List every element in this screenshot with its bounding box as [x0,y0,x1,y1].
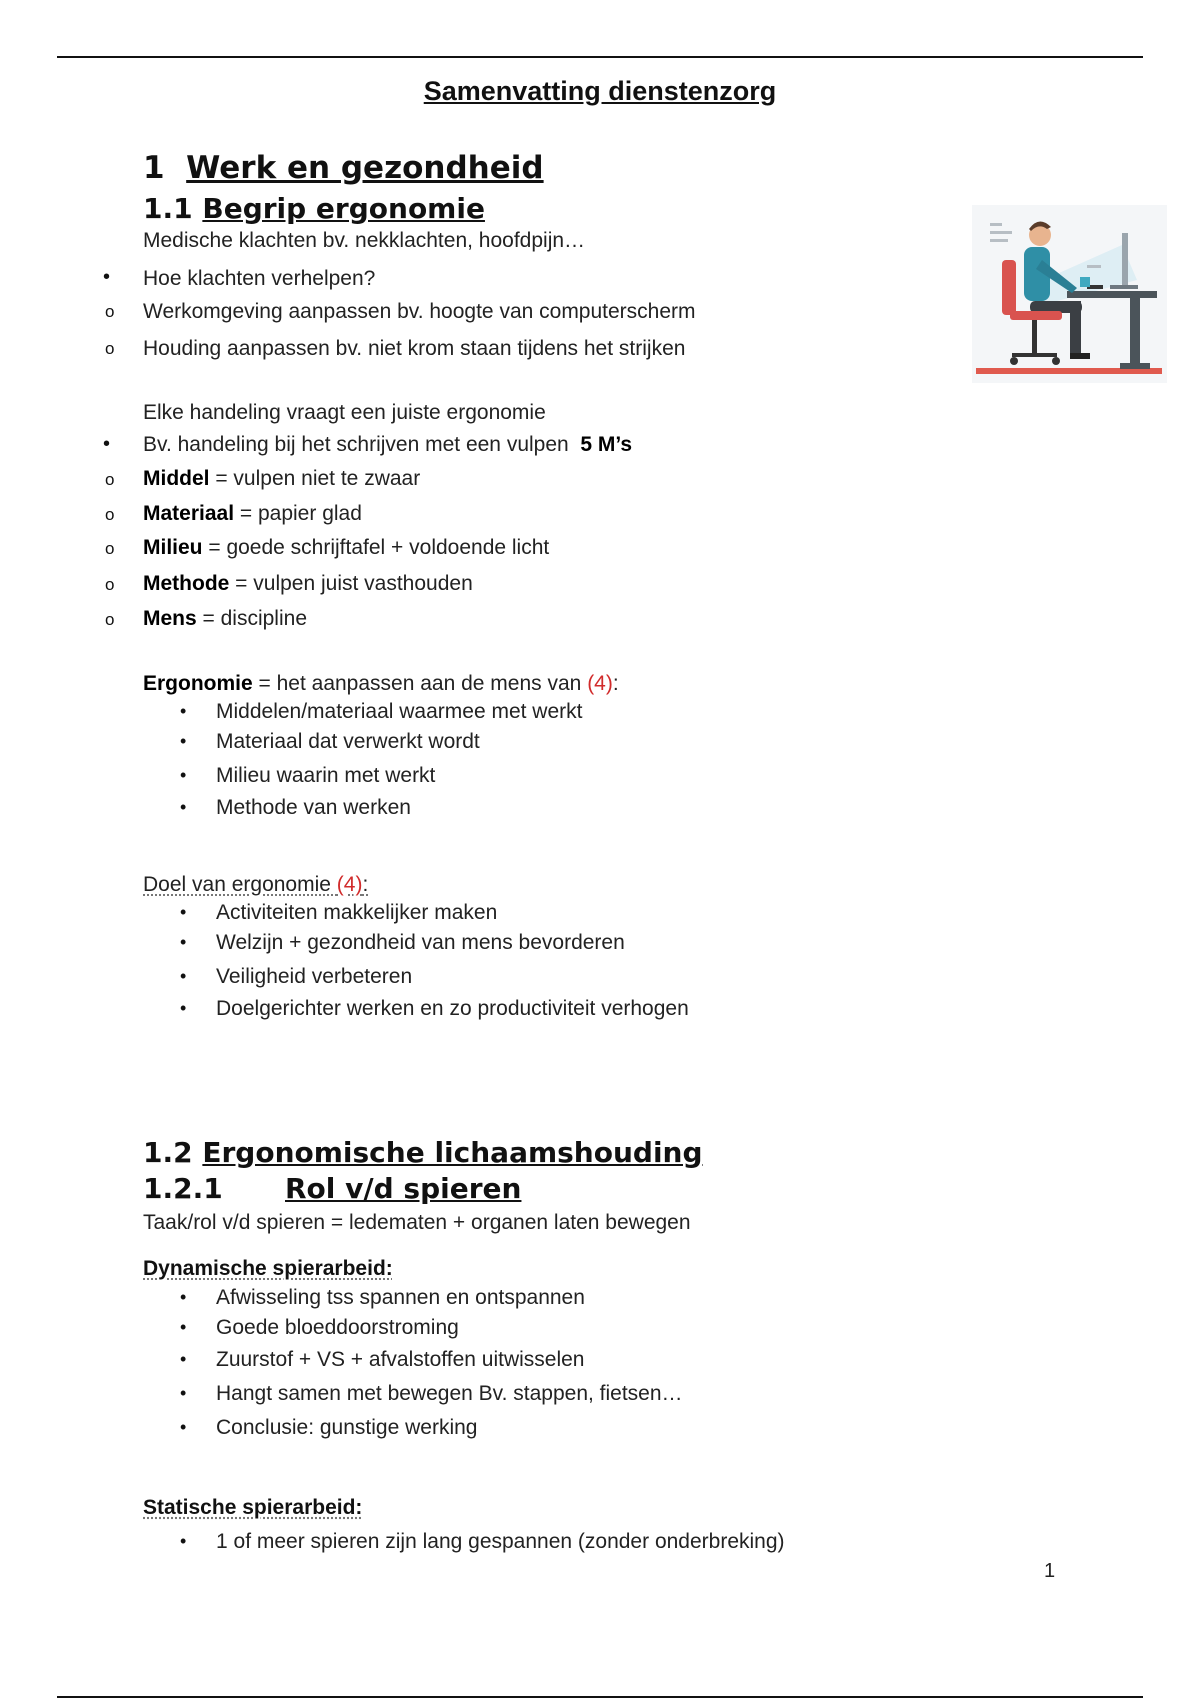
colon: : [612,672,619,695]
heading-1 [143,150,544,186]
bullet-dot: • [103,433,111,455]
count-badge: (4) [587,672,613,695]
bullet-dot: • [180,932,187,952]
heading-text: Begrip ergonomie [202,192,485,225]
ergonomie-item: Methode van werken [216,796,411,819]
handeling-intro: Elke handeling vraagt een juiste ergonomie [143,401,546,424]
m-item-milieu [143,536,549,560]
bullet-circle: o [105,539,115,558]
doel-item: Veiligheid verbeteren [216,965,413,988]
bullet-dot: • [180,765,187,785]
doel-item: Welzijn + gezondheid van mens bevorderen [216,931,625,954]
doel-item: Doelgerichter werken en zo productiviteit verhogen [216,997,689,1020]
bullet-dot: • [180,966,187,986]
m-item-mens [143,607,307,631]
bullet-dot: • [180,797,187,817]
heading-text: Rol v/d spieren [285,1172,522,1205]
question-line: Hoe klachten verhelpen? [143,267,376,290]
dynamisch-item: Conclusie: gunstige werking [216,1416,478,1439]
m-term: Methode [143,572,230,595]
m-definition: = vulpen niet te zwaar [209,467,421,490]
m-definition: = goede schrijftafel + voldoende licht [202,536,550,559]
desk-icon [1067,291,1157,298]
bullet-dot: • [180,731,187,751]
dynamisch-item: Zuurstof + VS + afvalstoffen uitwisselen [216,1348,585,1371]
bullet-circle: o [105,505,115,524]
heading-text: Werk en gezondheid [186,150,544,186]
colon: : [362,873,369,896]
monitor-icon [1122,233,1128,285]
bullet-dot: • [180,998,187,1018]
bullet-dot: • [180,701,187,721]
taak-line: Taak/rol v/d spieren = ledematen + organen laten bewegen [143,1211,691,1234]
statisch-item: 1 of meer spieren zijn lang gespannen (zonder onderbreking) [216,1530,785,1553]
heading-text: Ergonomische lichaamshouding [202,1136,703,1169]
dynamisch-item: Goede bloeddoorstroming [216,1316,459,1339]
bullet-circle: o [105,302,115,321]
heading-number: 1 [143,150,165,186]
top-rule [57,56,1143,58]
m-definition: = discipline [196,607,307,630]
ergonomic-workstation-illustration [972,205,1167,383]
handeling-line [143,433,632,457]
bullet-dot: • [180,1531,187,1551]
ergonomie-item: Milieu waarin met werkt [216,764,436,787]
ergonomie-item: Middelen/materiaal waarmee met werkt [216,700,583,723]
bullet-dot: • [180,1287,187,1307]
m-item-methode [143,572,473,596]
page-number: 1 [1044,1560,1056,1582]
bullet-circle: o [105,470,115,489]
count-badge: (4) [336,873,363,896]
heading-1-2 [143,1136,703,1169]
dynamisch-item: Afwisseling tss spannen en ontspannen [216,1286,585,1309]
heading-1-2-1 [143,1172,521,1205]
bullet-dot: • [103,266,111,288]
doel-text: Doel van ergonomie [143,873,337,896]
bullet-circle: o [105,575,115,594]
dynamisch-item: Hangt samen met bewegen Bv. stappen, fietsen… [216,1382,683,1405]
heading-number: 1.2 [143,1136,193,1169]
cup-icon [1080,277,1090,287]
ergonomie-term: Ergonomie [143,672,253,695]
heading-number: 1.2.1 [143,1172,223,1205]
chair-seat-icon [1010,311,1062,320]
m-definition: = papier glad [234,502,362,525]
intro-line: Medische klachten bv. nekklachten, hoofdpijn… [143,229,586,252]
chair-back-icon [1002,260,1016,315]
doel-item: Activiteiten makkelijker maken [216,901,498,924]
dynamisch-heading: Dynamische spierarbeid: [143,1257,393,1280]
m-term: Materiaal [143,502,235,525]
five-ms-label: 5 M’s [580,433,633,456]
ergonomie-item: Materiaal dat verwerkt wordt [216,730,480,753]
document-title: Samenvatting dienstenzorg [423,76,777,106]
handeling-text: Bv. handeling bij het schrijven met een vulpen [143,433,569,456]
m-definition: = vulpen juist vasthouden [229,572,473,595]
sub-list-item: Werkomgeving aanpassen bv. hoogte van computerscherm [143,300,696,323]
m-term: Mens [143,607,197,630]
m-item-middel [143,467,420,491]
m-item-materiaal [143,502,362,526]
ergonomie-definition [143,672,619,696]
doel-heading [143,873,368,897]
m-term: Milieu [143,536,203,559]
definition-text: = het aanpassen aan de mens van [252,672,588,695]
heading-1-1 [143,192,485,225]
bullet-dot: • [180,1317,187,1337]
bullet-dot: • [180,1383,187,1403]
statisch-heading: Statische spierarbeid: [143,1496,363,1519]
bullet-dot: • [180,1349,187,1369]
bullet-dot: • [180,902,187,922]
bullet-circle: o [105,339,115,358]
sub-list-item: Houding aanpassen bv. niet krom staan tijdens het strijken [143,337,686,360]
bullet-circle: o [105,610,115,629]
bottom-rule [57,1696,1143,1698]
heading-number: 1.1 [143,192,193,225]
m-term: Middel [143,467,210,490]
bullet-dot: • [180,1417,187,1437]
